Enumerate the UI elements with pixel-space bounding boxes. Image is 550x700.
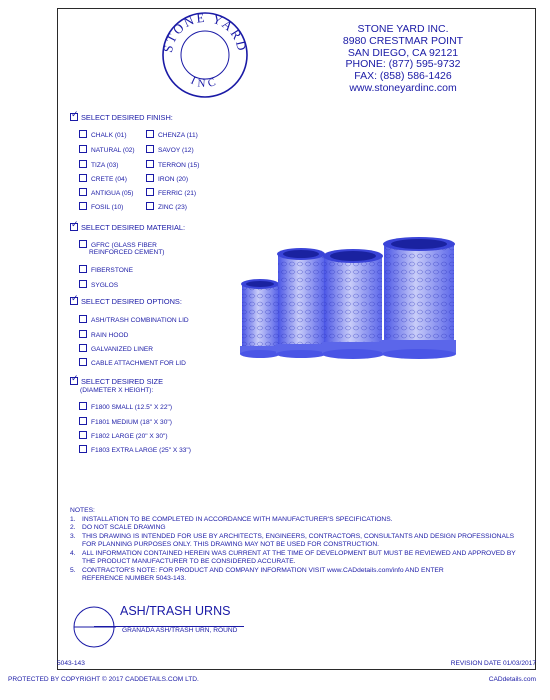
checkbox-icon[interactable] bbox=[146, 202, 154, 210]
material-option[interactable]: FIBERSTONE bbox=[79, 265, 133, 275]
checked-box-icon bbox=[70, 223, 78, 231]
checkbox-icon[interactable] bbox=[79, 160, 87, 168]
note-line: 5. CONTRACTOR'S NOTE: FOR PRODUCT AND COMPANY INFORMATION VISIT www.CADdetails.com/info AND ENTER bbox=[70, 566, 444, 574]
checked-box-icon bbox=[70, 377, 78, 385]
finish-option[interactable]: FERRIC (21) bbox=[146, 188, 196, 198]
size-option[interactable]: F1800 SMALL (12.5" X 22") bbox=[79, 402, 172, 412]
finish-option[interactable]: ZINC (23) bbox=[146, 202, 187, 212]
checkbox-icon[interactable] bbox=[79, 240, 87, 248]
checkbox-icon[interactable] bbox=[79, 344, 87, 352]
note-line: THE PRODUCT MANUFACTURER TO BE CONSIDERED ACCURATE. bbox=[82, 558, 296, 565]
checked-box-icon bbox=[70, 113, 78, 121]
checkbox-icon[interactable] bbox=[79, 265, 87, 273]
checkbox-icon[interactable] bbox=[79, 280, 87, 288]
checkbox-icon[interactable] bbox=[79, 202, 87, 210]
urn-small bbox=[240, 279, 280, 358]
finish-option[interactable]: FOSIL (10) bbox=[79, 202, 123, 212]
revision-date: REVISION DATE 01/03/2017 bbox=[450, 660, 536, 667]
company-phone: PHONE: (877) 595-9732 bbox=[345, 58, 461, 71]
copyright: PROTECTED BY COPYRIGHT © 2017 CADDETAILS.COM LTD. bbox=[8, 676, 199, 683]
company-name: STONE YARD INC. bbox=[357, 23, 449, 35]
finish-option[interactable]: CRETE (04) bbox=[79, 174, 127, 184]
company-info bbox=[338, 24, 468, 95]
checkbox-icon[interactable] bbox=[146, 130, 154, 138]
finish-option[interactable]: CHENZA (11) bbox=[146, 130, 198, 140]
finish-option[interactable]: TERRON (15) bbox=[146, 160, 199, 170]
footer-rule bbox=[57, 669, 536, 670]
material-option-gfrc[interactable]: GFRC (GLASS FIBER bbox=[79, 240, 157, 250]
options-option[interactable]: RAIN HOOD bbox=[79, 330, 128, 340]
checkbox-icon[interactable] bbox=[79, 358, 87, 366]
logo-text-bottom: INC bbox=[188, 74, 222, 91]
svg-text:STONE YARD bbox=[160, 10, 250, 54]
checkbox-icon[interactable] bbox=[146, 188, 154, 196]
title-circle-icon bbox=[72, 605, 116, 649]
size-heading: ✓SELECT DESIRED SIZE bbox=[70, 377, 163, 386]
finish-option[interactable]: ANTIGUA (05) bbox=[79, 188, 134, 198]
size-option[interactable]: F1802 LARGE (20" X 30") bbox=[79, 431, 168, 441]
checkbox-icon[interactable] bbox=[79, 445, 87, 453]
options-option[interactable]: ASH/TRASH COMBINATION LID bbox=[79, 315, 189, 325]
drawing-subtitle: GRANADA ASH/TRASH URN, ROUND bbox=[122, 627, 238, 634]
material-option-gfrc-line2: REINFORCED CEMENT) bbox=[89, 249, 165, 256]
note-line: 3. THIS DRAWING IS INTENDED FOR USE BY ARCHITECTS, ENGINEERS, CONTRACTORS, CONSULTANTS AND DESIGN PROFESSIONALS bbox=[70, 532, 515, 540]
company-web[interactable]: www.stoneyardinc.com bbox=[349, 81, 457, 94]
note-line: 4. ALL INFORMATION CONTAINED HEREIN WAS CURRENT AT THE TIME OF DEVELOPMENT BUT MUST BE REVIEWED AND APPROVED BY bbox=[70, 549, 516, 557]
checkbox-icon[interactable] bbox=[79, 402, 87, 410]
material-heading: ✓SELECT DESIRED MATERIAL: bbox=[70, 223, 185, 232]
checkbox-icon[interactable] bbox=[79, 330, 87, 338]
finish-heading: ✓SELECT DESIRED FINISH: bbox=[70, 113, 173, 122]
checkbox-icon[interactable] bbox=[79, 315, 87, 323]
checkbox-icon[interactable] bbox=[146, 145, 154, 153]
checkbox-icon[interactable] bbox=[79, 174, 87, 182]
stone-yard-logo bbox=[160, 10, 250, 100]
checkbox-icon[interactable] bbox=[79, 431, 87, 439]
checkbox-icon[interactable] bbox=[146, 174, 154, 182]
checkbox-icon[interactable] bbox=[79, 130, 87, 138]
options-option[interactable]: CABLE ATTACHMENT FOR LID bbox=[79, 358, 186, 368]
urn-extra-large bbox=[382, 237, 456, 359]
company-address2: SAN DIEGO, CA 92121 bbox=[347, 46, 459, 59]
finish-option[interactable]: IRON (20) bbox=[146, 174, 188, 184]
granada-urns-illustration bbox=[232, 236, 464, 366]
checkbox-icon[interactable] bbox=[79, 417, 87, 425]
material-option[interactable]: SYGLOS bbox=[79, 280, 118, 290]
finish-option[interactable]: TIZA (03) bbox=[79, 160, 118, 170]
note-line: 1. INSTALLATION TO BE COMPLETED IN ACCORDANCE WITH MANUFACTURER'S SPECIFICATIONS. bbox=[70, 515, 393, 523]
drawing-title: ASH/TRASH URNS bbox=[120, 604, 231, 618]
finish-option[interactable]: SAVOY (12) bbox=[146, 145, 194, 155]
checkbox-icon[interactable] bbox=[146, 160, 154, 168]
note-line: 2. DO NOT SCALE DRAWING bbox=[70, 524, 166, 531]
notes-heading: NOTES: bbox=[70, 507, 95, 514]
company-fax: FAX: (858) 586-1426 bbox=[354, 70, 452, 83]
svg-text:INC bbox=[189, 75, 221, 91]
urn-medium bbox=[276, 248, 326, 358]
size-heading-sub: (DIAMETER X HEIGHT): bbox=[80, 387, 154, 394]
urn-large bbox=[322, 249, 384, 359]
reference-number: 5043-143 bbox=[57, 660, 85, 667]
options-heading: ✓SELECT DESIRED OPTIONS: bbox=[70, 297, 182, 306]
checkbox-icon[interactable] bbox=[79, 188, 87, 196]
finish-option[interactable]: NATURAL (02) bbox=[79, 145, 135, 155]
finish-option[interactable]: CHALK (01) bbox=[79, 130, 127, 140]
note-line: FOR PLANNING PURPOSES ONLY. THIS DRAWING MAY NOT BE USED FOR CONSTRUCTION. bbox=[82, 541, 380, 548]
logo-text-top: STONE YARD bbox=[160, 10, 250, 54]
notes-block bbox=[70, 507, 516, 584]
options-option[interactable]: GALVANIZED LINER bbox=[79, 344, 153, 354]
checkbox-icon[interactable] bbox=[79, 145, 87, 153]
cad-details-link[interactable]: CADdetails.com bbox=[488, 676, 536, 683]
note-line: REFERENCE NUMBER 5043-143. bbox=[82, 575, 187, 582]
checked-box-icon bbox=[70, 297, 78, 305]
size-option[interactable]: F1801 MEDIUM (18" X 30") bbox=[79, 417, 172, 427]
size-option[interactable]: F1803 EXTRA LARGE (25" X 33") bbox=[79, 445, 191, 455]
company-address1: 8980 CRESTMAR POINT bbox=[342, 34, 464, 47]
